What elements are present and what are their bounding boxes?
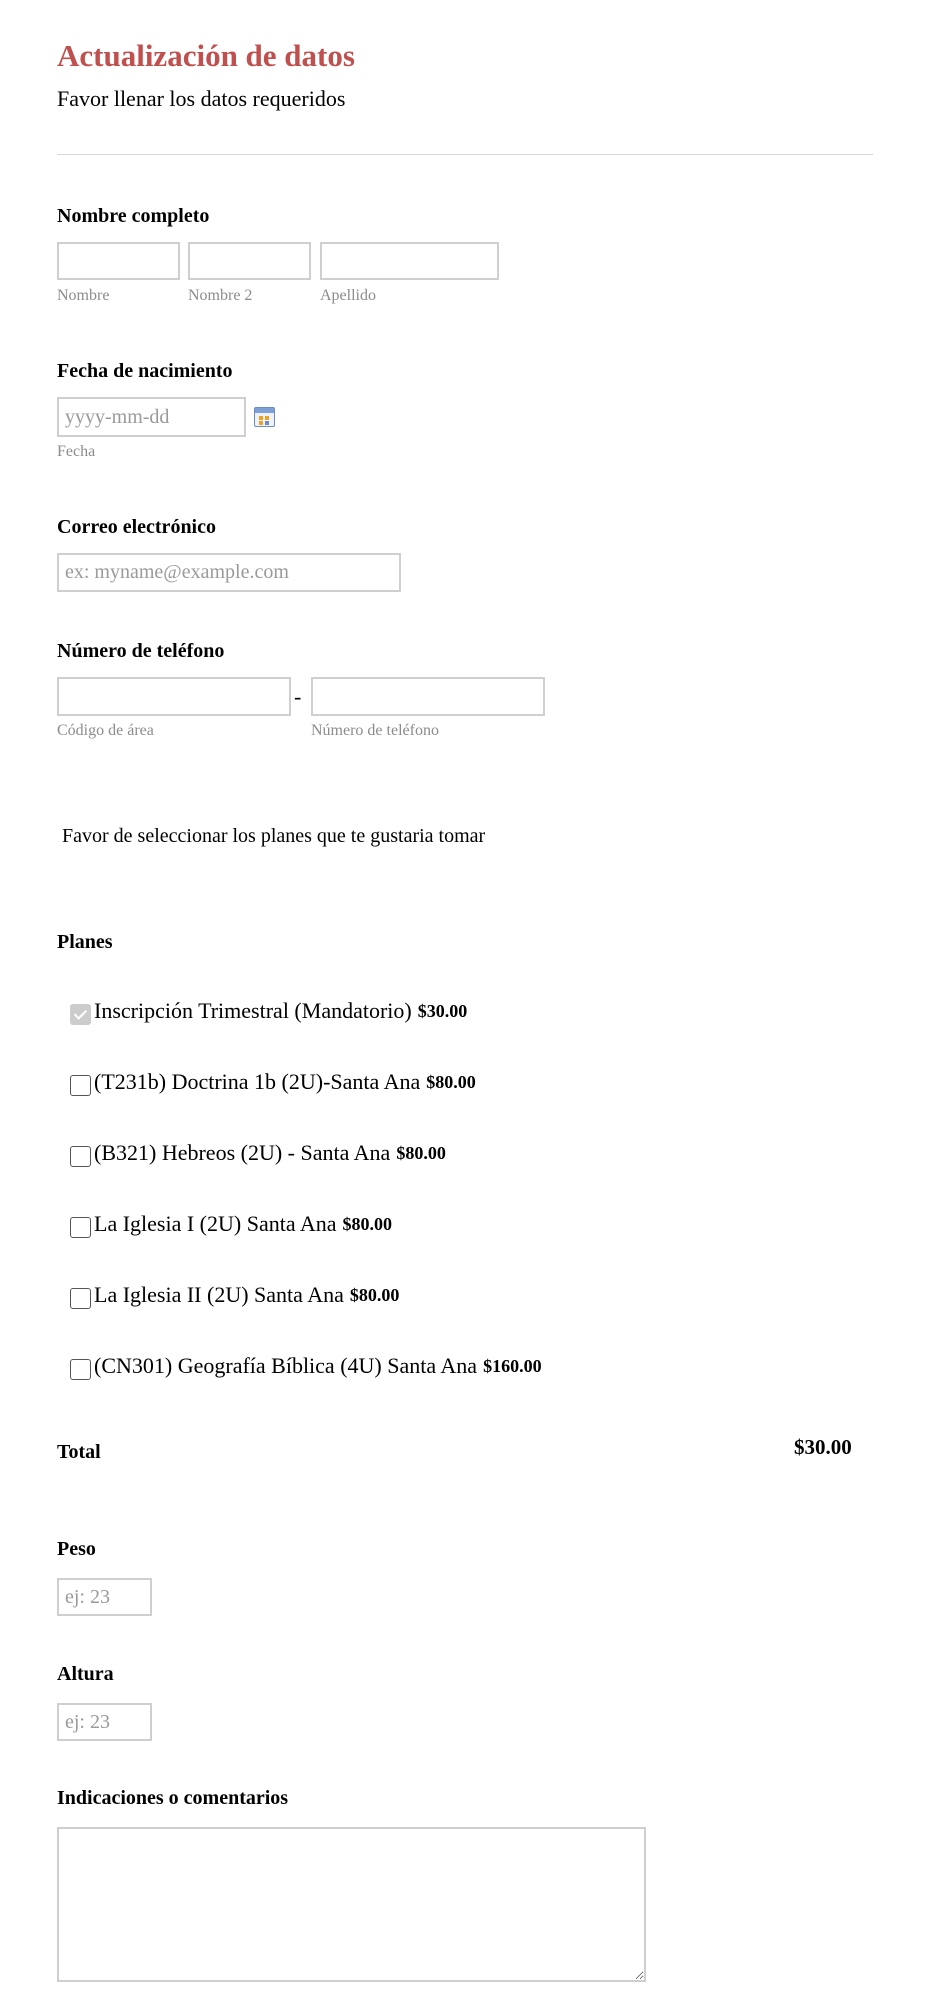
phone-number-input[interactable]	[311, 677, 545, 716]
middle-name-input[interactable]	[188, 242, 311, 280]
weight-input[interactable]	[57, 1578, 152, 1616]
plan-option-label: (T231b) Doctrina 1b (2U)-Santa Ana	[94, 1069, 421, 1094]
plan-checkbox[interactable]	[70, 1359, 91, 1380]
plan-option[interactable]	[70, 1136, 446, 1170]
phone-separator: -	[294, 684, 302, 709]
height-input[interactable]	[57, 1703, 152, 1741]
full-name-label: Nombre completo	[57, 205, 210, 227]
plan-checkbox[interactable]	[70, 1146, 91, 1167]
plan-option-label: (B321) Hebreos (2U) - Santa Ana	[94, 1140, 391, 1165]
plans-intro-text: Favor de seleccionar los planes que te gustaria tomar	[62, 825, 486, 847]
plan-option-price: $80.00	[349, 1284, 400, 1305]
plans-label: Planes	[57, 931, 113, 953]
comments-textarea[interactable]	[57, 1827, 646, 1982]
plan-option-price: $80.00	[342, 1213, 393, 1234]
comments-label: Indicaciones o comentarios	[57, 1787, 289, 1809]
plan-option-label: Inscripción Trimestral (Mandatorio)	[94, 998, 412, 1023]
plan-checkbox[interactable]	[70, 1288, 91, 1309]
plan-option-label: (CN301) Geografía Bíblica (4U) Santa Ana	[94, 1353, 478, 1378]
plan-option-price: $80.00	[396, 1142, 446, 1163]
last-name-input[interactable]	[320, 242, 499, 280]
birth-date-sublabel: Fecha	[57, 443, 96, 460]
phone-label: Número de teléfono	[57, 640, 225, 662]
plan-option[interactable]	[70, 1207, 392, 1241]
plan-option[interactable]	[70, 1278, 399, 1312]
last-name-sublabel: Apellido	[320, 287, 376, 304]
plan-option-label: La Iglesia II (2U) Santa Ana	[94, 1282, 344, 1307]
form-title: Actualización de datos	[57, 38, 355, 73]
email-input[interactable]	[57, 553, 401, 592]
area-code-sublabel: Código de área	[57, 722, 154, 739]
plan-option[interactable]	[70, 1065, 476, 1099]
plan-option-price: $160.00	[483, 1355, 542, 1376]
first-name-input[interactable]	[57, 242, 180, 280]
phone-number-sublabel: Número de teléfono	[311, 722, 439, 739]
calendar-icon[interactable]	[254, 407, 275, 427]
email-label: Correo electrónico	[57, 516, 216, 538]
plan-option-price: $80.00	[426, 1071, 476, 1092]
area-code-input[interactable]	[57, 677, 291, 716]
plan-checkbox[interactable]	[70, 1075, 91, 1096]
plan-option-price: $30.00	[417, 1000, 468, 1021]
plan-checkbox-checked[interactable]	[70, 1004, 91, 1025]
form-subtitle: Favor llenar los datos requeridos	[57, 86, 346, 111]
weight-label: Peso	[57, 1538, 96, 1560]
middle-name-sublabel: Nombre 2	[188, 287, 253, 304]
height-label: Altura	[57, 1663, 114, 1685]
total-label: Total	[57, 1441, 101, 1463]
total-value: $30.00	[794, 1435, 852, 1459]
header-divider	[57, 154, 873, 155]
plan-option[interactable]	[70, 994, 467, 1028]
plan-option[interactable]	[70, 1349, 542, 1383]
plan-option-label: La Iglesia I (2U) Santa Ana	[94, 1211, 337, 1236]
birth-date-label: Fecha de nacimiento	[57, 360, 233, 382]
plan-checkbox[interactable]	[70, 1217, 91, 1238]
birth-date-input[interactable]	[57, 397, 246, 437]
first-name-sublabel: Nombre	[57, 287, 110, 304]
